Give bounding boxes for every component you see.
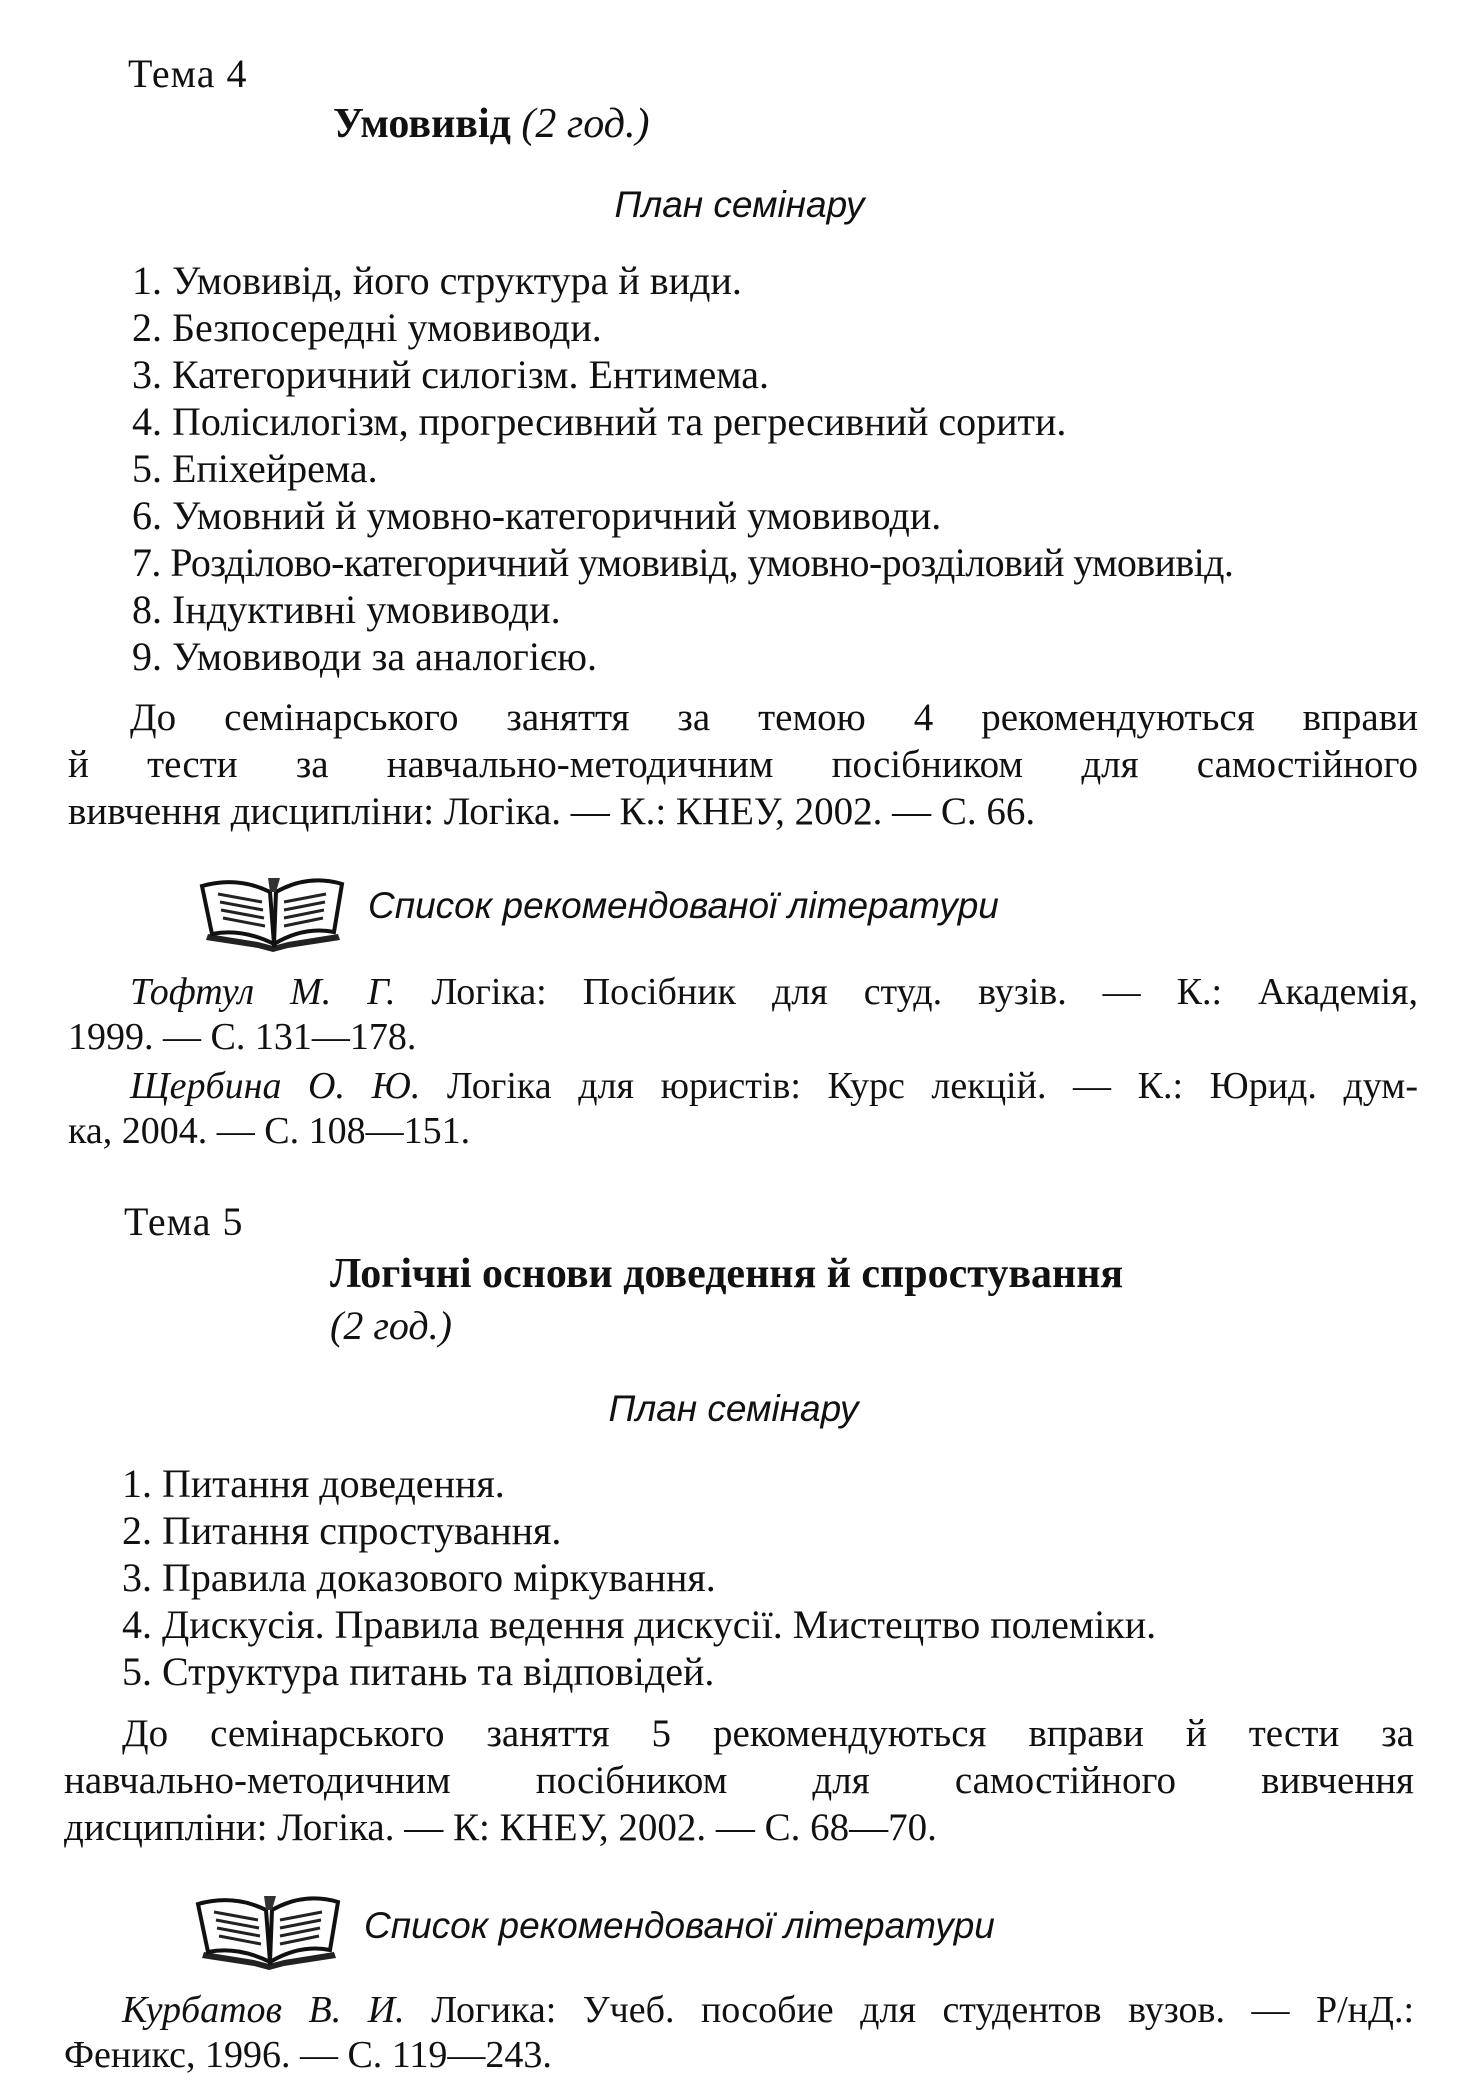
theme4-seminar-note	[68, 694, 1418, 835]
theme4-literature-heading: Список рекомендованої літератури	[368, 885, 999, 926]
plan-item	[132, 539, 1233, 586]
plan-item-number: 1.	[132, 258, 162, 303]
note-line: й тести за навчально-методичним посібником для самостійного	[68, 743, 1418, 786]
plan-item	[132, 304, 1233, 351]
plan-item-text: Питання спростування.	[162, 1508, 562, 1553]
plan-item-number: 3.	[132, 352, 162, 397]
plan-item-text: Категоричний силогізм. Ентимема.	[172, 352, 770, 397]
plan-item-text: Структура питань та відповідей.	[162, 1649, 715, 1694]
reference-text: Логіка: Посібник для студ. вузів. — К.: Академія,	[395, 971, 1418, 1013]
theme4-reference-2	[68, 1064, 1418, 1154]
theme4-plan-heading: План семінару	[614, 184, 865, 225]
note-line: дисципліни: Логіка. — К: КНЕУ, 2002. — С. 68—70.	[64, 1806, 937, 1849]
note-line: вивчення дисципліни: Логіка. — К.: КНЕУ, 2002. — С. 66.	[68, 790, 1036, 833]
plan-item-number: 4.	[132, 399, 162, 444]
plan-item-number: 2.	[132, 305, 162, 350]
reference-text: Логика: Учеб. пособие для студентов вузов. — Р/нД.:	[404, 1989, 1415, 2031]
plan-item	[132, 492, 1233, 539]
plan-item	[132, 445, 1233, 492]
plan-item-text: Розділово-категоричний умовивід, умовно-розділовий умовивід.	[170, 540, 1234, 585]
plan-item-number: 5.	[132, 446, 162, 491]
plan-item-text: Правила доказового міркування.	[162, 1555, 716, 1600]
theme5-reference-1	[64, 1988, 1414, 2078]
plan-item-text: Умовиводи за аналогією.	[172, 634, 597, 679]
theme5-literature-heading: Список рекомендованої літератури	[364, 1905, 995, 1946]
plan-item-number: 1.	[122, 1461, 152, 1506]
plan-item-text: Дискусія. Правила ведення дискусії. Мистецтво полеміки.	[162, 1602, 1157, 1647]
plan-item-number: 2.	[122, 1508, 152, 1553]
plan-item	[122, 1507, 1156, 1554]
plan-item-text: Епіхейрема.	[172, 446, 378, 491]
plan-item-number: 4.	[122, 1602, 152, 1647]
plan-item	[132, 633, 1233, 680]
note-line: До семінарського заняття за темою 4 рекомендуються вправи	[130, 696, 1418, 739]
reference-author: Тофтул М. Г.	[130, 971, 396, 1013]
plan-item	[122, 1601, 1156, 1648]
plan-item	[122, 1648, 1156, 1695]
open-book-icon	[194, 1888, 344, 1970]
plan-item-number: 8.	[132, 587, 162, 632]
note-line: навчально-методичним посібником для самостійного вивчення	[64, 1759, 1414, 1802]
plan-item-text: Умовний й умовно-категоричний умовиводи.	[172, 493, 942, 538]
plan-item-text: Питання доведення.	[162, 1461, 505, 1506]
theme4-reference-1	[68, 970, 1418, 1060]
reference-line: ка, 2004. — С. 108—151.	[68, 1110, 471, 1152]
reference-line: 1999. — С. 131—178.	[68, 1016, 417, 1058]
plan-item-text: Індуктивні умовиводи.	[172, 587, 561, 632]
theme4-label: Тема 4	[128, 51, 248, 96]
plan-item-text: Безпосередні умовиводи.	[172, 305, 602, 350]
theme4-plan-list	[132, 257, 1233, 680]
plan-item	[132, 398, 1233, 445]
plan-item-number: 6.	[132, 493, 162, 538]
note-line: До семінарського заняття 5 рекомендуються вправи й тести за	[122, 1712, 1414, 1755]
reference-author: Щербина О. Ю.	[130, 1065, 421, 1107]
theme5-plan-heading: План семінару	[608, 1388, 859, 1429]
plan-item-text: Умовивід, його структура й види.	[172, 258, 742, 303]
theme5-hours: (2 год.)	[330, 1303, 452, 1348]
plan-item	[132, 257, 1233, 304]
reference-line	[68, 1064, 1418, 1109]
theme4-title-text: Умовивід	[333, 101, 511, 147]
plan-item	[132, 351, 1233, 398]
reference-line	[68, 970, 1418, 1015]
open-book-icon	[198, 870, 348, 952]
reference-line: Феникс, 1996. — С. 119—243.	[64, 2034, 552, 2076]
plan-item-number: 9.	[132, 634, 162, 679]
theme5-plan-list	[122, 1460, 1156, 1695]
reference-text: Логіка для юристів: Курс лекцій. — К.: Юрид. дум-	[420, 1065, 1418, 1107]
theme5-seminar-note	[64, 1710, 1414, 1851]
plan-item-number: 5.	[122, 1649, 152, 1694]
plan-item	[122, 1460, 1156, 1507]
plan-item	[122, 1554, 1156, 1601]
reference-line	[64, 1988, 1414, 2033]
plan-item-text: Полісилогізм, прогресивний та регресивний сорити.	[172, 399, 1067, 444]
plan-item-number: 7.	[132, 540, 161, 585]
theme4-title	[333, 100, 649, 148]
plan-item-number: 3.	[122, 1555, 152, 1600]
theme5-title: Логічні основи доведення й спростування	[330, 1251, 1124, 1297]
theme4-hours: (2 год.)	[521, 101, 650, 147]
theme5-label: Тема 5	[124, 1199, 244, 1244]
reference-author: Курбатов В. И.	[122, 1989, 405, 2031]
plan-item	[132, 586, 1233, 633]
